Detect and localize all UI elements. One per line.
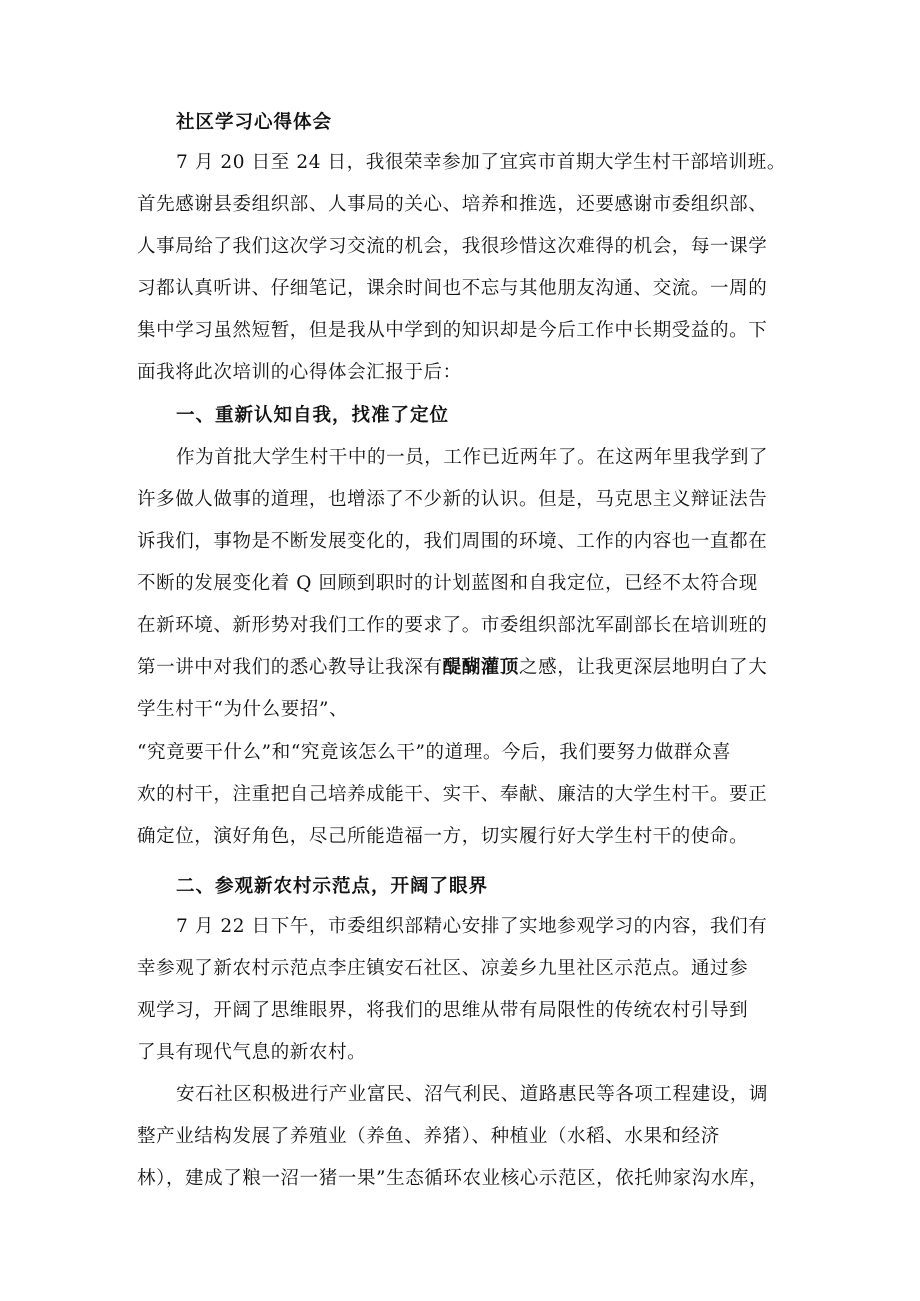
- section1-line-2: 许多做人做事的道理，也增添了不少新的认识。但是，马克思主义辩证法告: [137, 489, 768, 510]
- section1-line-1: 作为首批大学生村干中的一员，工作已近两年了。在这两年里我学到了: [176, 447, 769, 468]
- intro-line-5: 集中学习虽然短暂，但是我从中学到的知识却是今后工作中长期受益的。下: [137, 320, 768, 341]
- section1-line-10: 确定位，演好角色，尽己所能造福一方，切实履行好大学生村干的使命。: [137, 826, 749, 847]
- section2-para2-line-1: 安石社区积极进行产业富民、沼气利民、道路惠民等各项工程建设，调: [176, 1084, 769, 1105]
- section2-heading: 二、参观新农村示范点，开阔了眼界: [176, 876, 489, 897]
- section1-line-7: 学生村干“为什么要招”、: [137, 699, 349, 720]
- section2-line-2: 幸参观了新农村示范点李庄镇安石社区、凉姜乡九里社区示范点。通过参: [137, 958, 749, 979]
- section1-line-9: 欢的村干，注重把自己培养成能干、实干、奉献、廉洁的大学生村干。要正: [137, 784, 768, 805]
- section2-line-3: 观学习，开阔了思维眼界，将我们的思维从带有局限性的传统农村引导到: [137, 1000, 749, 1021]
- section2-line-4: 了具有现代气息的新农村。: [137, 1042, 367, 1063]
- section1-heading: 一、重新认知自我，找准了定位: [176, 405, 450, 426]
- section1-line-3: 诉我们，事物是不断发展变化的，我们周围的环境、工作的内容也一直都在: [137, 531, 768, 552]
- section2-para2-line-2: 整产业结构发展了养殖业（养鱼、养猪）、种植业（水稻、水果和经济: [137, 1126, 720, 1147]
- section1-line-5: 在新环境、新形势对我们工作的要求了。市委组织部沈军副部长在培训班的: [137, 615, 768, 636]
- section1-line-4: 不断的发展变化着 Q 回顾到职时的计划蓝图和自我定位，已经不太符合现: [137, 573, 758, 594]
- section1-line-6-suffix: 之感，让我更深层地明白了大: [519, 657, 768, 678]
- document-title: 社区学习心得体会: [176, 112, 333, 133]
- intro-line-6: 面我将此次培训的心得体会汇报于后：: [137, 362, 462, 383]
- section1-line-6-prefix: 第一讲中对我们的悉心教导让我深有: [137, 657, 443, 678]
- emphasized-phrase: 醍醐灌顶: [442, 657, 520, 678]
- intro-line-2: 首先感谢县委组织部、人事局的关心、培养和推选，还要感谢市委组织部、: [137, 194, 768, 215]
- intro-line-4: 习都认真听讲、仔细笔记，课余时间也不忘与其他朋友沟通、交流。一周的: [137, 278, 768, 299]
- section1-line-6: [137, 655, 797, 681]
- section2-para2-line-3: 林），建成了粮一沼一猪一果”生态循环农业核心示范区，依托帅家沟水库，: [137, 1168, 769, 1189]
- section2-line-1: 7 月 22 日下午，市委组织部精心安排了实地参观学习的内容，我们有: [176, 916, 768, 937]
- section1-line-8: “究竟要干什么”和“究竟该怎么干”的道理。今后，我们要努力做群众喜: [137, 742, 732, 763]
- intro-line-1: 7 月 20 日至 24 日，我很荣幸参加了宜宾市首期大学生村干部培训班。: [176, 152, 786, 173]
- intro-line-3: 人事局给了我们这次学习交流的机会，我很珍惜这次难得的机会，每一课学: [137, 236, 768, 257]
